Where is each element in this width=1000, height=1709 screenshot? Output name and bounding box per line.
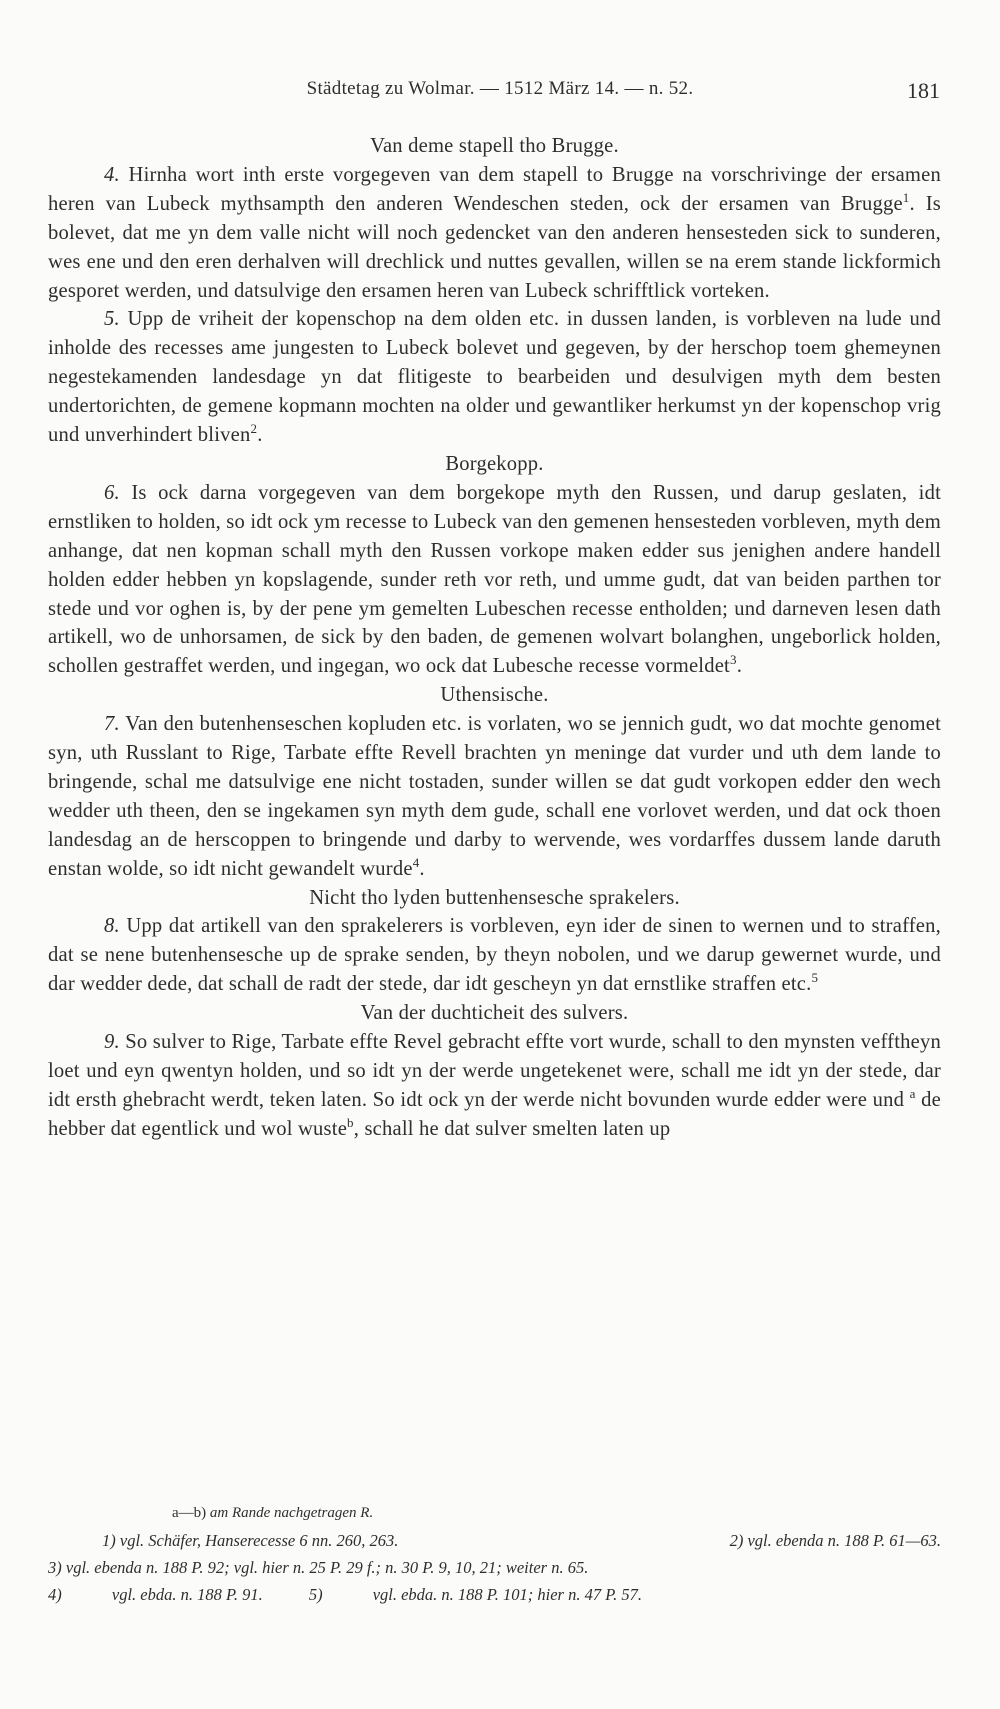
paragraph-text: So sulver to Rige, Tarbate effte Revel gebracht effte vort wurde, schall to den mynsten vefftheyn loet und eyn qwentyn holden, und so idt yn der werde ungetekenet were, schall me idt yn der stede, dar idt ersth ghebracht werdt, teken laten. So idt ock yn der werde nicht bovunden wurde edder were und [48,1031,941,1111]
footnote-row [48,1527,941,1554]
footnote-text: am Rande nachgetragen R. [209,1505,374,1521]
footnote-3 [48,1554,588,1581]
paragraph-4 [48,161,941,306]
paragraph-text: Van den butenhenseschen kopluden etc. is vorlaten, wo se jennich gudt, wo dat mochte genomet syn, uth Russlant to Rige, Tarbate effte Revell brachten yn meninge dat vurder und uth dem lande to bringende, schal me datsulvige ene nicht tostaden, sunder willen se dat gudt vorkopen edder den wech wedder uth theen, den se ingekamen syn myth dem gude, schall ene vorlovet werden, und dat ock thoen landesdag an de herscoppen to bringende und darby to wervende, wes vordarffes dussem lande daruth enstan wolde, so idt nicht gewandelt wurde [48,713,941,880]
footnote-5 [309,1581,642,1608]
paragraph-text: Hirnha wort inth erste vorgegeven van dem stapell to Brugge na vorschrivinge der ersamen heren van Lubeck mythsampth den anderen Wendeschen steden, ock der ersamen van Brugge [48,163,941,215]
footnote-ref[interactable]: 1 [902,189,910,205]
section-title: Van der duchticheit des sulvers. [360,1002,629,1025]
paragraph-number: 8. [104,915,120,938]
paragraph-text: . [736,655,743,678]
footnote-ref[interactable]: b [347,1114,354,1130]
footnote-ref[interactable]: a [909,1086,916,1102]
paragraph-text: Upp de vriheit der kopenschop na dem olden etc. in dussen landen, is vorbleven na lude und inholde des recesses ame jungesten to Lubeck bolevet und gegeven, by der herschop toem ghemeynen negestekamenden landesdage yn dat flitigeste to bearbeiden und desulvigen myth dem besten undertorichten, de gemene kopmann mochten na older und gewantliker herkumst yn der kopenschop vrig und unverhindert bliven [48,308,941,447]
footnote-ab [48,1500,941,1527]
footnote-mark: a—b) [172,1505,207,1521]
paragraph-5 [48,305,941,450]
paragraph-number: 7. [104,713,120,736]
paragraph-number: 6. [104,481,120,504]
footnote-2 [730,1527,941,1554]
paragraph-number: 5. [104,308,120,331]
section-title: Uthensische. [440,684,549,707]
footnote-mark: 4) [48,1585,62,1604]
footnote-text: vgl. ebda. n. 188 P. 101; hier n. 47 P. 57. [372,1585,643,1604]
footnote-ref[interactable]: 4 [412,854,420,870]
footnote-text: vgl. ebenda n. 188 P. 92; vgl. hier n. 25 P. 29 f.; n. 30 P. 9, 10, 21; weiter n. 65. [65,1558,589,1577]
paragraph-8 [48,912,941,999]
footnote-ref[interactable]: 5 [811,970,819,986]
footnote-text: vgl. Schäfer, Hanserecesse 6 nn. 260, 263. [119,1531,399,1550]
main-text [48,132,941,1144]
footnote-mark: 5) [308,1585,323,1604]
paragraph-text: Is ock darna vorgegeven van dem borgekope myth den Russen, und darup geslaten, idt ernstliken to holden, so idt ock ym recesse to Lubeck van den gemenen hensesteden vorbleven, myth dem anhange, dat nen kopman schall myth den Russen vorkope maken edder sus jenighen andere handell holden edder hebben yn kopslagende, sunder reth vor reth, und umme gudt, dat van beiden parthen tor stede und vor oghen is, by der pene ym gemelten Lubeschen recesse entholden; und darneven lesen dath artikell, wo de unhorsamen, de sick by den baden, de gemenen wolvart bolanghen, ungeborlick holden, schollen gestraffet werden, und ingegan, wo ock dat Lubesche recesse vormeldet [48,481,941,678]
paragraph-text: , schall he dat sulver smelten laten up [353,1117,671,1140]
paragraph-text: . Is bolevet, dat me yn dem valle nicht will noch gedencket van den anderen hensesteden sick to sunderen, wes ene und den eren derhalven will drechlick und nuttes gevallen, willen se na erem stande lickformich gesporet werden, und datsulvige den ersamen heren van Lubeck schrifftlick vorteken. [48,192,941,302]
footnote-mark: 1) [102,1531,116,1550]
footnote-ref[interactable]: 3 [729,652,737,668]
footnote-ref[interactable]: 2 [250,421,258,437]
footnote-text: vgl. ebda. n. 188 P. 91. [111,1585,263,1604]
running-head: Städtetag zu Wolmar. — 1512 März 14. — n. 52. [306,78,694,99]
paragraph-text: Upp dat artikell van den sprakelerers is vorbleven, eyn ider de sinen to wernen und to straffen, dat se nene butenhensesche up de sprake senden, by theyn nobolen, und we darup gewernet wurde, und dar wedder dede, dat schall de radt der stede, dar idt gescheyn yn dat ernstlike straffen etc. [48,915,941,996]
paragraph-text: . [257,424,263,447]
paragraph-6 [48,479,941,681]
footnote-1 [102,1527,398,1554]
footnote-row [48,1581,941,1608]
paragraph-text: . [419,857,425,880]
paragraph-number: 9. [104,1031,120,1054]
footnote-text: vgl. ebenda n. 188 P. 61—63. [747,1531,941,1550]
page-header [48,72,952,112]
page-number: 181 [907,78,940,103]
footnote-mark: 3) [48,1558,62,1577]
footnote-mark: 2) [729,1531,744,1550]
section-title: Borgekopp. [445,452,544,475]
footnotes [48,1500,941,1608]
paragraph-9 [48,1028,941,1144]
paragraph-7 [48,710,941,883]
paragraph-number: 4. [104,163,120,186]
section-title: Van deme stapell tho Brugge. [370,135,619,157]
footnote-4 [48,1581,263,1608]
section-title: Nicht tho lyden buttenhensesche sprakelers. [309,886,680,909]
paragraph-text: de hebber dat egentlick und wol wuste [48,1088,941,1140]
footnote-row [48,1554,941,1581]
